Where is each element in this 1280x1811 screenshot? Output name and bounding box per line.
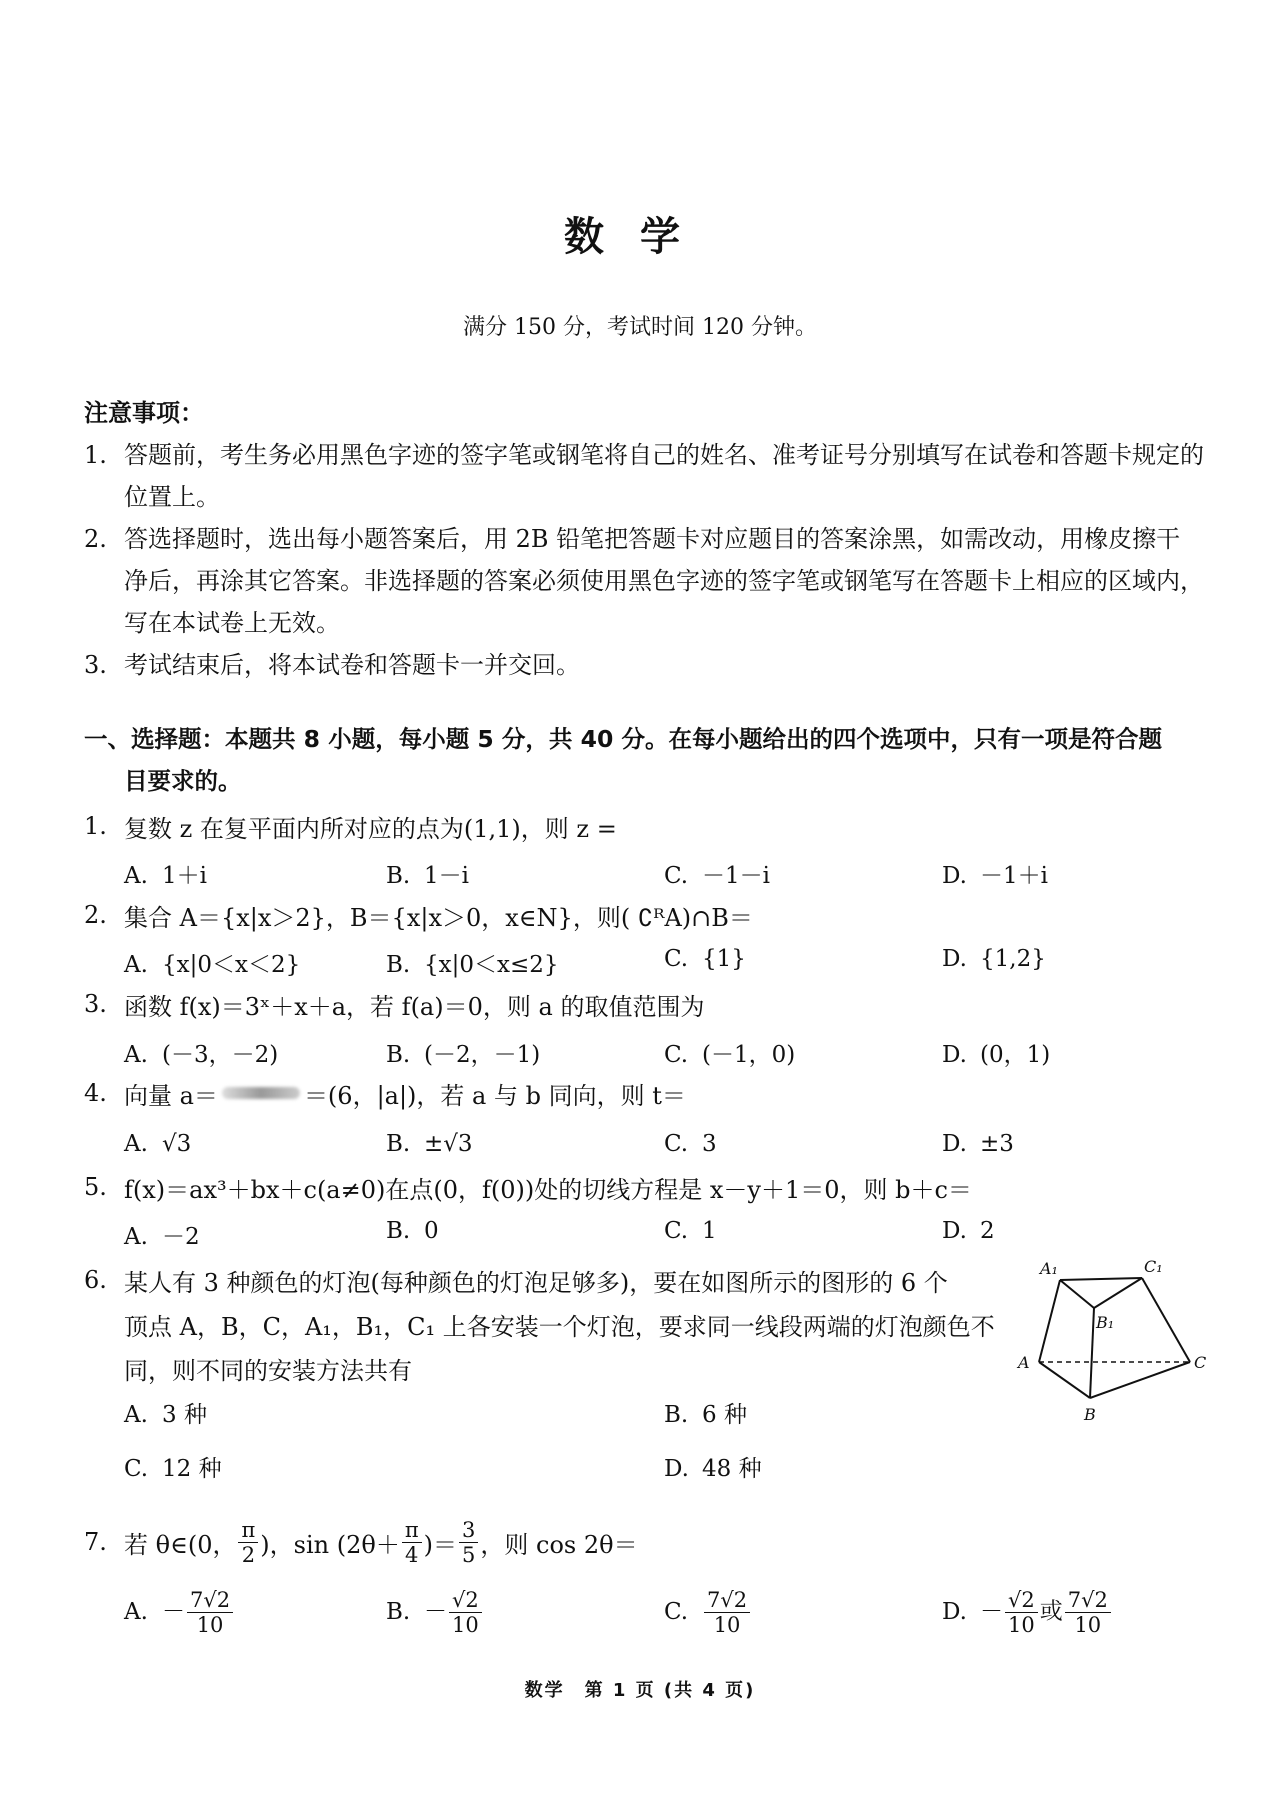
question-stem-line: 顶点 A，B，C，A₁，B₁，C₁ 上各安装一个灯泡，要求同一线段两端的灯泡颜色不: [124, 1312, 995, 1341]
option-b: B. － $\frac{√2}{10}$: [386, 1588, 484, 1637]
option-b: B. 0: [386, 1218, 439, 1244]
question-stem-line: 某人有 3 种颜色的灯泡(每种颜色的灯泡足够多)，要在如图所示的图形的 6 个: [124, 1268, 948, 1297]
option-b: B. (－2，－1): [386, 1042, 541, 1068]
question-stem-post: ，则 cos 2θ＝: [480, 1530, 638, 1559]
question-number: 5.: [84, 1173, 107, 1201]
fraction-3-over-5: $\frac{3}{5}$: [459, 1518, 478, 1567]
question-stem-pre: 若 θ∈(0，: [124, 1530, 237, 1559]
option-a: A. 1＋i: [124, 863, 207, 889]
notice-item-text: 考试结束后，将本试卷和答题卡一并交回。: [124, 651, 580, 679]
option-a: A. (－3，－2): [124, 1042, 279, 1068]
question-stem: 复数 z 在复平面内所对应的点为(1,1)，则 z =: [124, 814, 617, 843]
edge-a-b: [1039, 1362, 1090, 1398]
notice-block: [84, 392, 1204, 686]
question-4: [84, 1071, 1204, 1115]
question-3: [84, 982, 1204, 1026]
notice-item-text: 答题前，考生务必用黑色字迹的签字笔或钢笔将自己的姓名、准考证号分别填写在试卷和答题卡规定的位置上。: [124, 441, 1204, 511]
option-d: D. 2: [942, 1218, 995, 1244]
option-d: D. {1,2}: [942, 946, 1046, 972]
question-7: [84, 1510, 1204, 1574]
label-a: A: [1018, 1353, 1030, 1372]
question-number: 2.: [84, 901, 107, 929]
notice-item-number: 3.: [84, 651, 107, 679]
option-c: C. (－1，0): [664, 1042, 796, 1068]
question-stem-pre: 向量 a＝: [124, 1081, 218, 1110]
option-a: A. －2: [124, 1224, 200, 1250]
section-heading: [84, 718, 1204, 802]
label-a1: A₁: [1040, 1259, 1058, 1278]
question-1: [84, 804, 1204, 848]
question-5: [84, 1165, 1204, 1209]
page-title: 数学: [564, 214, 716, 260]
section-heading-line2: 目要求的。: [124, 767, 242, 795]
question-stem-mid2: )＝: [423, 1530, 458, 1559]
question-number: 3.: [84, 990, 107, 1018]
option-b: B. ±√3: [386, 1131, 473, 1157]
notice-item-number: 2.: [84, 525, 107, 553]
notice-item-text: 答选择题时，选出每小题答案后，用 2B 铅笔把答题卡对应题目的答案涂黑，如需改动，用橡皮擦干净后，再涂其它答案。非选择题的答案必须使用黑色字迹的签字笔或钢笔写在答题卡上相应的区域内，写在本试卷上无效。: [124, 525, 1204, 637]
option-d: D. － $\frac{√2}{10}$ 或 $\frac{7√2}{10}$: [942, 1588, 1113, 1637]
edge-b-c: [1090, 1362, 1190, 1398]
question-number: 1.: [84, 812, 107, 840]
question-stem: 集合 A＝{x|x＞2}，B＝{x|x＞0，x∈N}，则( ∁ᴿA)∩B＝: [124, 903, 753, 932]
option-a: A. √3: [124, 1131, 192, 1157]
edge-a1-b1: [1060, 1280, 1094, 1308]
edge-a1-a: [1039, 1280, 1060, 1362]
notice-item: [84, 644, 1204, 686]
question-number: 7.: [84, 1528, 107, 1556]
label-b1: B₁: [1096, 1313, 1115, 1332]
edge-a1-c1: [1060, 1278, 1142, 1280]
blurred-region: [222, 1087, 300, 1099]
exam-subtitle: 满分 150 分，考试时间 120 分钟。: [463, 315, 817, 340]
option-b: B. {x|0＜x≤2}: [386, 952, 559, 978]
option-d: D. (0，1): [942, 1042, 1051, 1068]
question-number: 6.: [84, 1266, 107, 1294]
option-c: C. －1－i: [664, 863, 770, 889]
option-c: C. {1}: [664, 946, 746, 972]
question-2: [84, 893, 1204, 937]
option-c: C. 12 种: [124, 1456, 222, 1482]
option-a: A. － $\frac{7√2}{10}$: [124, 1588, 235, 1637]
label-b: B: [1084, 1405, 1096, 1424]
question-stem-post: ＝(6，|a|)，若 a 与 b 同向，则 t＝: [303, 1081, 686, 1110]
edge-b1-b: [1090, 1308, 1094, 1398]
question-stem-mid: )，sin (2θ＋: [260, 1530, 400, 1559]
edge-c1-b1: [1094, 1278, 1142, 1308]
polyhedron-diagram: [1012, 1258, 1212, 1428]
option-d: D. ±3: [942, 1131, 1014, 1157]
notice-heading: 注意事项：: [84, 399, 204, 427]
fraction-pi-over-2: $\frac{\pi}{2}$: [238, 1518, 258, 1567]
question-number: 4.: [84, 1079, 107, 1107]
polyhedron-figure: [1012, 1258, 1212, 1432]
option-a: A. {x|0＜x＜2}: [124, 952, 301, 978]
question-stem: 函数 f(x)＝3ˣ＋x＋a，若 f(a)＝0，则 a 的取值范围为: [124, 992, 705, 1021]
notice-item: [84, 518, 1204, 644]
notice-item-number: 1.: [84, 441, 107, 469]
option-a: A. 3 种: [124, 1402, 207, 1428]
option-b: B. 1－i: [386, 863, 469, 889]
option-c: C. 3: [664, 1131, 717, 1157]
label-c1: C₁: [1144, 1258, 1163, 1276]
edge-c1-c: [1142, 1278, 1190, 1362]
option-c: C. $\frac{7√2}{10}$: [664, 1588, 752, 1637]
question-stem-line: 同，则不同的安装方法共有: [124, 1356, 412, 1385]
option-c: C. 1: [664, 1218, 717, 1244]
fraction-pi-over-4: $\frac{\pi}{4}$: [402, 1518, 422, 1567]
option-b: B. 6 种: [664, 1402, 747, 1428]
notice-item: [84, 434, 1204, 518]
option-d: D. －1＋i: [942, 863, 1048, 889]
section-heading-line1: 一、选择题：本题共 8 小题，每小题 5 分，共 40 分。在每小题给出的四个选项中，只有一项是符合题: [84, 725, 1162, 753]
question-6: [84, 1258, 1014, 1390]
label-c: C: [1194, 1353, 1207, 1372]
option-d: D. 48 种: [664, 1456, 762, 1482]
question-stem: f(x)＝ax³＋bx＋c(a≠0)在点(0，f(0))处的切线方程是 x－y＋1＝0，则 b＋c＝: [124, 1175, 972, 1204]
page-footer: 数学 第 1 页 (共 4 页): [524, 1680, 756, 1701]
